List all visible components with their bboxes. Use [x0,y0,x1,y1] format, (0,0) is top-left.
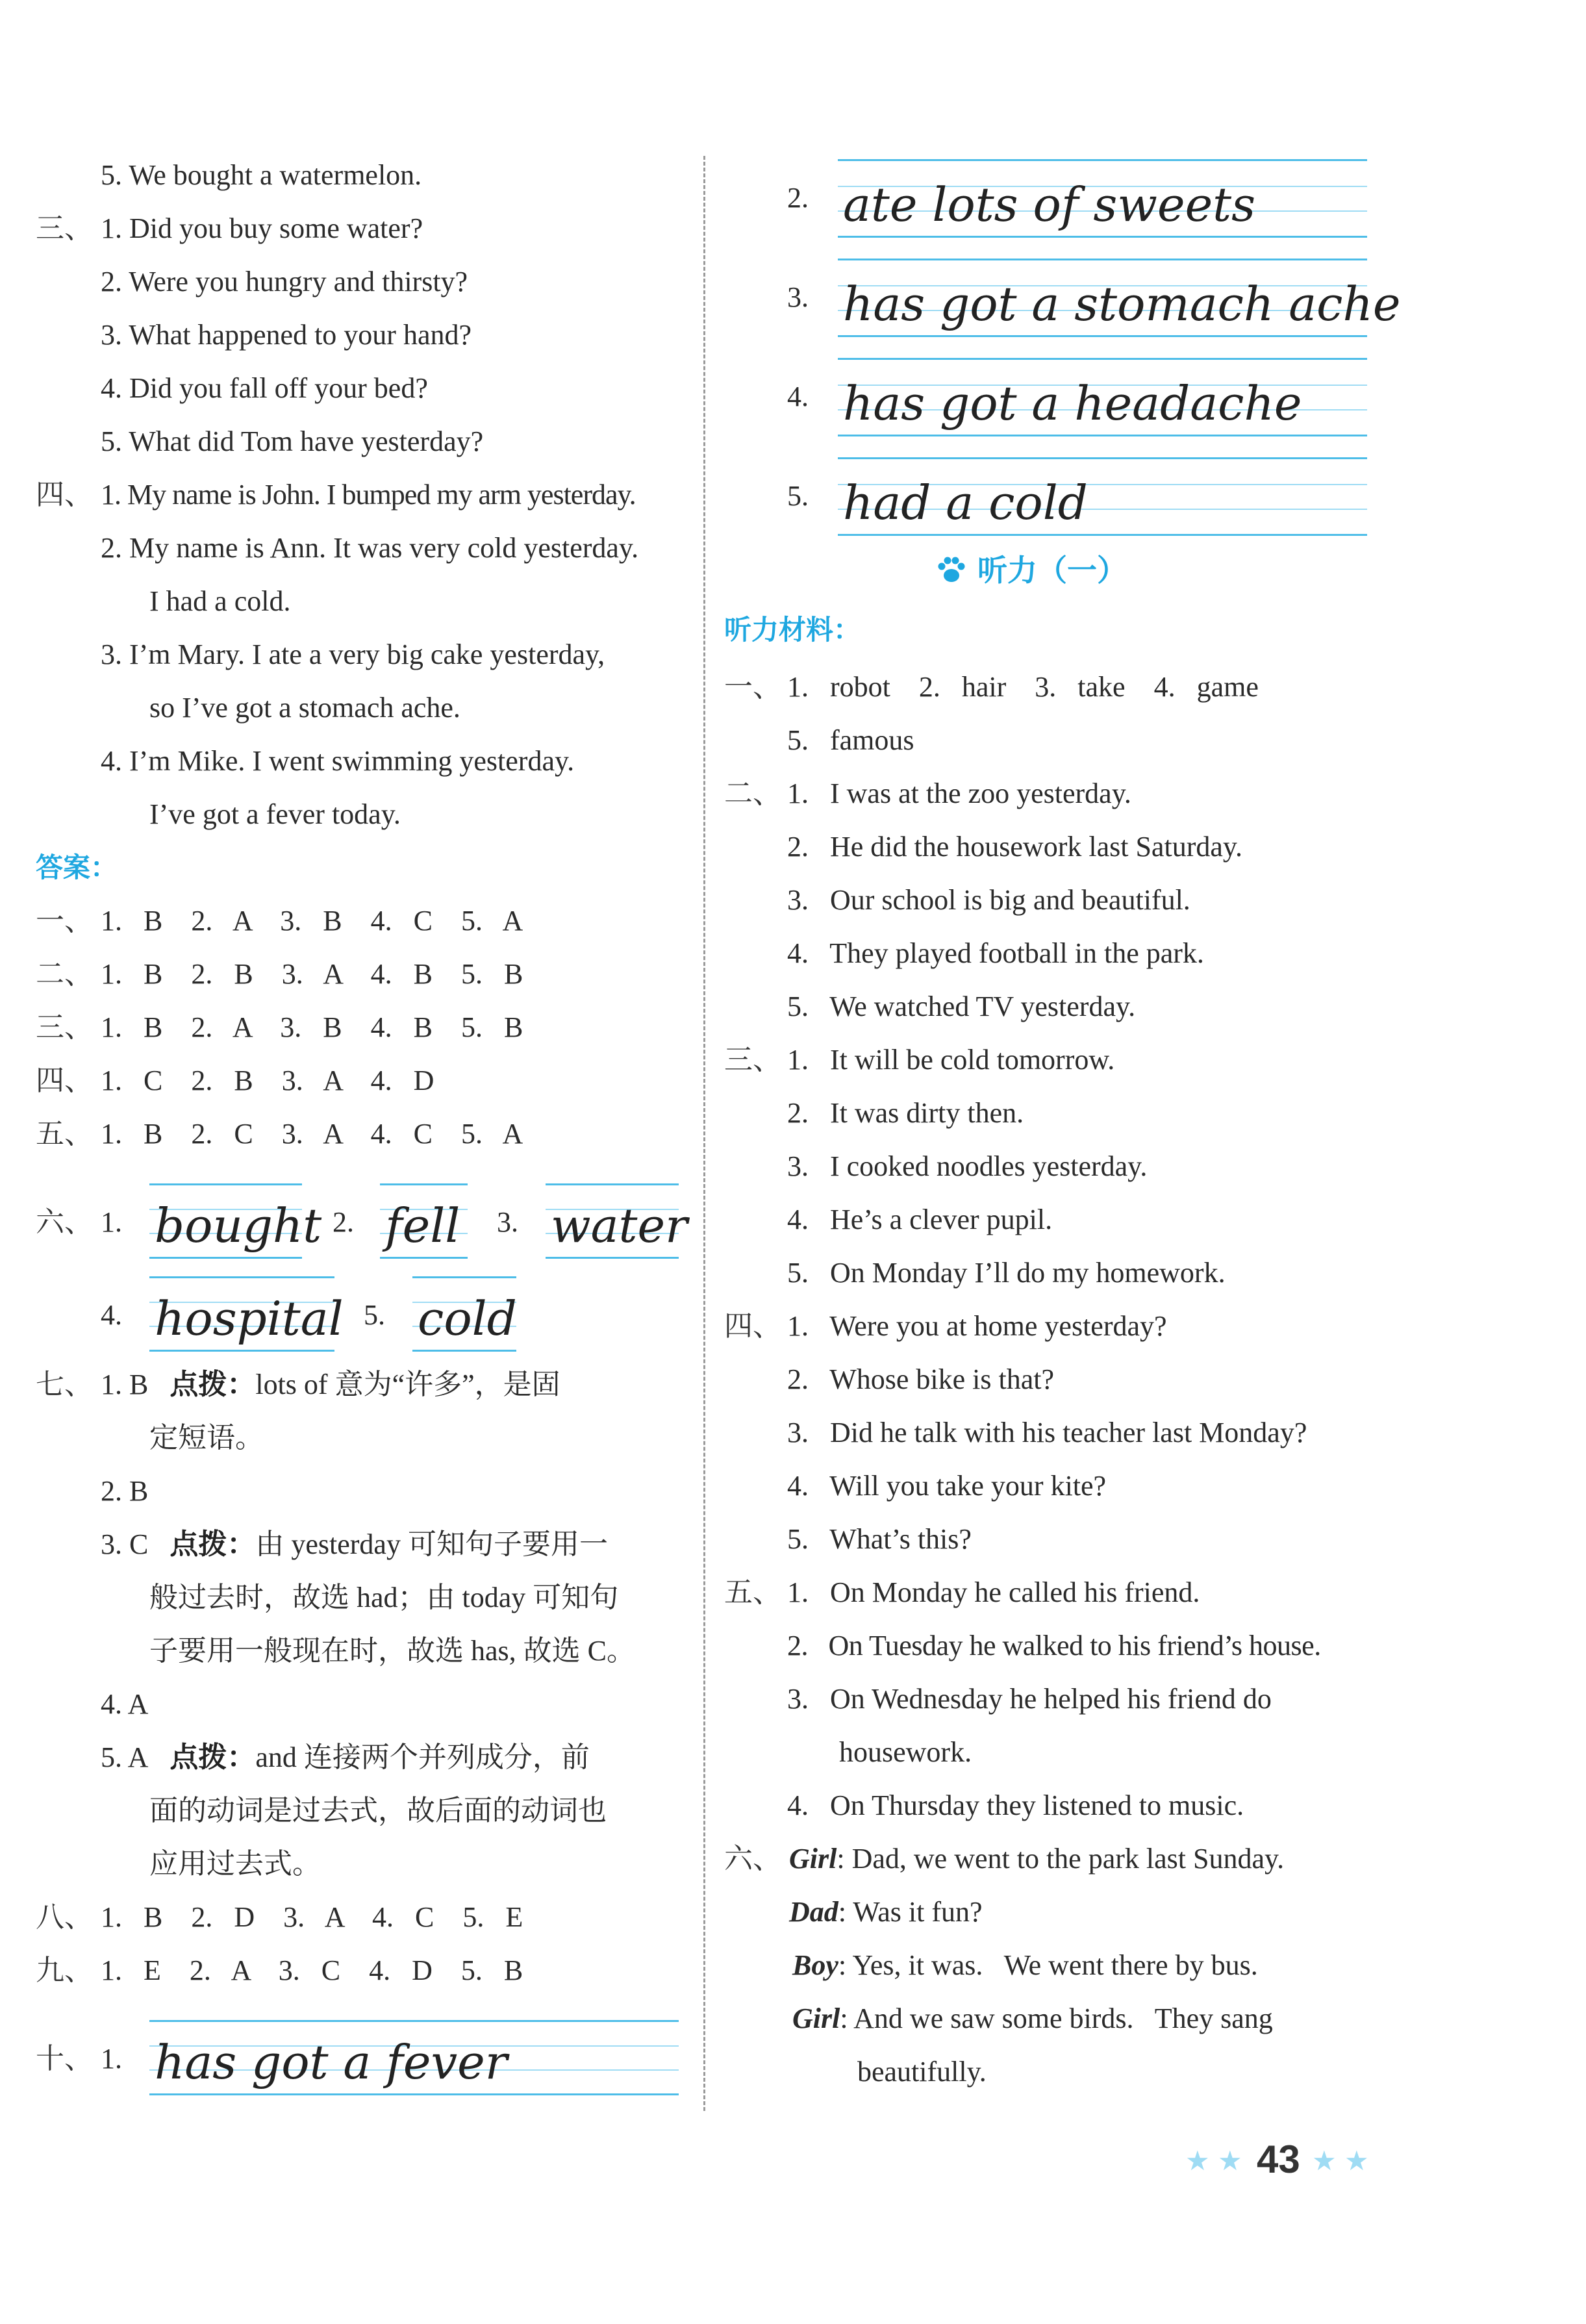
page-number: 43 [1257,2138,1300,2181]
answer-row: 1. C 2. B 3. A 4. D [101,1065,434,1096]
dialogue-line [789,1839,1284,1878]
dialogue-line: beautifully. [857,2056,987,2088]
item-number: 1. [101,2043,122,2075]
section-label: 十、 [36,2042,93,2075]
handwriting-line [838,358,1367,436]
answer-choice: 5. A [101,1741,149,1773]
dialogue-text: : Yes, it was. We went there by bus. [838,1949,1258,1981]
sentence: 2. On Tuesday he walked to his friend’s house. [787,1630,1321,1661]
sentence: 4. On Thursday they listened to music. [787,1789,1244,1821]
sentence: 1. Did you buy some water? [101,212,423,244]
star-icon: ★ [1185,2147,1210,2177]
sentence: 5. We bought a watermelon. [101,159,422,191]
item-number: 4. [101,1299,122,1331]
item-number: 3. [787,281,809,313]
column-divider [703,156,705,2111]
answer-row: 1. B 2. A 3. B 4. B 5. B [101,1011,523,1043]
speaker: Girl [792,2002,840,2034]
answer-choice: 2. B [101,1475,149,1507]
answer-choice: 4. A [101,1688,149,1720]
handwriting-line [149,1276,344,1352]
handwritten-answer: fell [385,1198,460,1253]
handwritten-answer: ate lots of sweets [843,177,1256,232]
sentence: 2. My name is Ann. It was very cold yesterday. [101,532,639,564]
answer-row: 1. B 2. C 3. A 4. C 5. A [101,1118,523,1150]
answer-row: 1. E 2. A 3. C 4. D 5. B [101,1954,523,1986]
sentence: 3. What happened to your hand? [101,319,472,351]
section-label: 三、 [36,212,93,245]
sentence: so I’ve got a stomach ache. [149,692,460,724]
explanation-line: 般过去时，故选 had；由 today 可知句 [149,1582,619,1613]
item-number: 2. [333,1206,354,1238]
tip-label: 点拨： [170,1528,256,1561]
sentence: I’ve got a fever today. [149,798,401,830]
sentence: 5. We watched TV yesterday. [787,991,1136,1022]
dialogue-line [792,1946,1258,1985]
sentence: 4. Did you fall off your bed? [101,372,428,404]
section-label: 六、 [724,1842,781,1875]
handwritten-answer: bought [155,1198,322,1253]
dialogue-text: : Was it fun? [838,1896,983,1928]
item-number: 5. [787,480,809,512]
section-label: 三、 [36,1011,93,1044]
section-label: 四、 [36,478,93,511]
handwritten-answer: has got a fever [155,2035,508,2090]
sentence: housework. [839,1736,972,1768]
material-heading: 听力材料： [724,614,861,646]
sentence: 3. Did he talk with his teacher last Monday? [787,1417,1307,1448]
dialogue-line [792,1999,1273,2038]
paw-icon [935,553,968,586]
sentence: 1. robot 2. hair 3. take 4. game [787,671,1259,703]
explanation-line: 应用过去式。 [149,1848,321,1880]
answer-row: 1. B 2. D 3. A 4. C 5. E [101,1901,523,1933]
sentence: 4. He’s a clever pupil. [787,1204,1053,1235]
sentence: 4. Will you take your kite? [787,1470,1107,1502]
item-number: 5. [364,1299,385,1331]
explanation-line: 面的动词是过去式，故后面的动词也 [149,1795,607,1826]
handwritten-answer: has got a stomach ache [843,277,1401,331]
dialogue-text: : Dad, we went to the park last Sunday. [837,1843,1285,1875]
handwriting-line [546,1183,688,1259]
star-icon: ★ [1312,2147,1337,2177]
item-number: 3. [497,1206,518,1238]
answer-row: 1. B 2. B 3. A 4. B 5. B [101,958,523,990]
sentence: 5. What’s this? [787,1523,972,1555]
sentence: 1. It will be cold tomorrow. [787,1044,1115,1076]
answer-row: 1. B 2. A 3. B 4. C 5. A [101,905,523,937]
section-label: 六、 [36,1206,93,1239]
handwriting-line [838,159,1367,238]
sentence: 1. On Monday he called his friend. [787,1576,1200,1608]
speaker: Dad [789,1896,838,1928]
star-icon: ★ [1344,2147,1369,2177]
sentence: 3. On Wednesday he helped his friend do [787,1683,1272,1715]
section-label: 二、 [36,957,93,991]
section-label: 三、 [724,1043,781,1076]
sentence: 4. I’m Mike. I went swimming yesterday. [101,745,575,777]
explanation-line: 定短语。 [149,1422,264,1454]
sentence: 5. famous [787,724,914,756]
sentence: 1. Were you at home yesterday? [787,1310,1167,1342]
dialogue-line [789,1893,983,1932]
handwritten-answer: hospital [155,1291,344,1346]
sentence: 2. He did the housework last Saturday. [787,831,1243,863]
item-number: 4. [787,381,809,412]
handwriting-line [149,2020,679,2095]
answer-choice: 3. C [101,1528,149,1560]
tip-label: 点拨： [170,1741,256,1774]
tip-text: and 连接两个并列成分，前 [255,1741,590,1773]
section-label: 八、 [36,1901,93,1934]
section-label: 一、 [724,670,781,703]
section-label: 二、 [724,777,781,810]
handwriting-line [149,1183,322,1259]
listening-title: 听力（一） [977,553,1127,588]
section-label: 一、 [36,904,93,937]
dialogue-text: : And we saw some birds. They sang [840,2002,1273,2034]
section-label: 四、 [36,1064,93,1097]
answer-choice: 1. B [101,1369,149,1400]
handwriting-line [838,457,1367,536]
handwriting-line [412,1276,516,1352]
handwritten-answer: has got a headache [843,376,1302,431]
sentence: 4. They played football in the park. [787,937,1204,969]
handwritten-answer: had a cold [843,475,1088,530]
sentence: 3. I’m Mary. I ate a very big cake yesterday, [101,638,605,670]
sentence: 2. Whose bike is that? [787,1363,1054,1395]
explanation-line [101,1738,590,1777]
section-label: 五、 [724,1576,781,1609]
sentence: 2. It was dirty then. [787,1097,1024,1129]
section-label: 九、 [36,1954,93,1987]
item-number: 1. [101,1206,122,1238]
section-label: 四、 [724,1309,781,1343]
speaker: Girl [789,1843,837,1875]
explanation-line: 子要用一般现在时，故选 has, 故选 C。 [149,1635,635,1667]
handwriting-line [838,259,1401,337]
item-number: 2. [787,182,809,214]
section-label: 七、 [36,1368,93,1401]
sentence: 3. Our school is big and beautiful. [787,884,1190,916]
tip-label: 点拨： [170,1368,256,1401]
section-label: 五、 [36,1117,93,1150]
sentence: 5. On Monday I’ll do my homework. [787,1257,1226,1289]
speaker: Boy [792,1949,838,1981]
sentence: 1. My name is John. I bumped my arm yesterday. [101,479,636,511]
sentence: 5. What did Tom have yesterday? [101,425,484,457]
star-icon: ★ [1218,2147,1242,2177]
sentence: 1. I was at the zoo yesterday. [787,777,1131,809]
sentence: 2. Were you hungry and thirsty? [101,266,468,297]
handwriting-line [380,1183,468,1259]
sentence: 3. I cooked noodles yesterday. [787,1150,1148,1182]
answers-heading: 答案： [36,852,118,883]
explanation-line [101,1365,560,1404]
handwritten-answer: water [551,1198,688,1253]
tip-text: 由 yesterday 可知句子要用一 [255,1528,608,1560]
tip-text: lots of 意为“许多”，是固 [255,1369,560,1400]
explanation-line [101,1525,608,1564]
handwritten-answer: cold [418,1291,517,1346]
sentence: I had a cold. [149,585,291,617]
